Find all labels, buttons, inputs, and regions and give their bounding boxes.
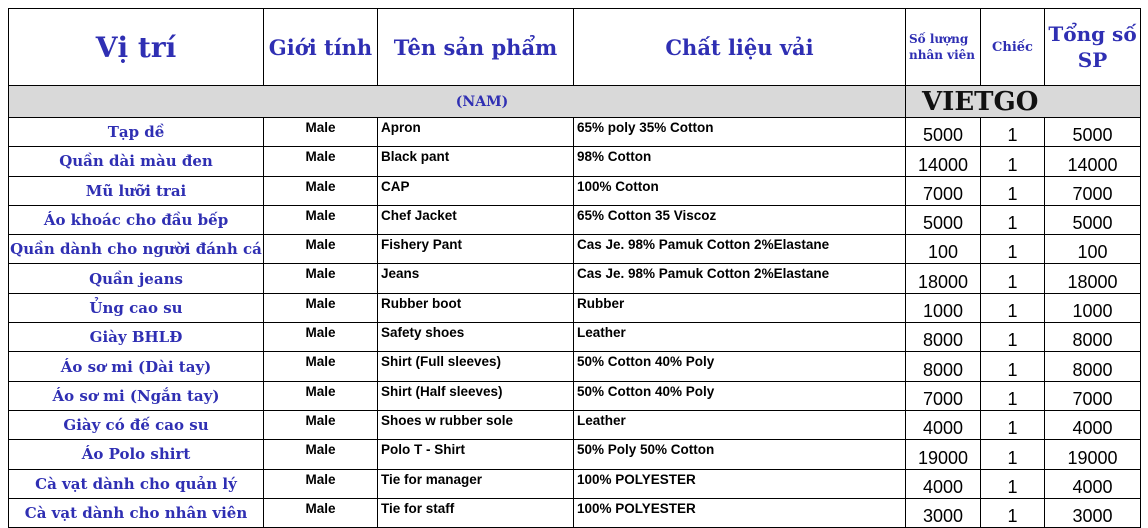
cell-so-luong: 19000 (906, 440, 981, 469)
cell-gioi-tinh: Male (264, 264, 378, 293)
cell-so-luong: 5000 (906, 118, 981, 147)
section-row (9, 86, 1141, 118)
section-label: (NAM) (9, 86, 906, 118)
cell-gioi-tinh: Male (264, 410, 378, 439)
product-table (8, 8, 1141, 528)
cell-ten-san-pham: Polo T - Shirt (378, 440, 574, 469)
header-gioi-tinh: Giới tính (264, 9, 378, 86)
cell-ten-san-pham: Tie for staff (378, 498, 574, 527)
cell-ten-san-pham: Shirt (Half sleeves) (378, 381, 574, 410)
table-row (9, 118, 1141, 147)
cell-vi-tri: Quần dành cho người đánh cá (9, 235, 264, 264)
cell-so-luong: 4000 (906, 410, 981, 439)
header-chiec: Chiếc (981, 9, 1045, 86)
table-row (9, 323, 1141, 352)
cell-tong-so: 8000 (1045, 323, 1141, 352)
table-row (9, 440, 1141, 469)
table-row (9, 352, 1141, 381)
cell-gioi-tinh: Male (264, 293, 378, 322)
cell-so-luong: 3000 (906, 498, 981, 527)
cell-tong-so: 100 (1045, 235, 1141, 264)
cell-chiec: 1 (981, 118, 1045, 147)
cell-tong-so: 4000 (1045, 410, 1141, 439)
cell-chiec: 1 (981, 469, 1045, 498)
table-row (9, 498, 1141, 527)
cell-vi-tri: Cà vạt dành cho nhân viên (9, 498, 264, 527)
cell-chat-lieu: 65% Cotton 35 Viscoz (574, 205, 906, 234)
cell-so-luong: 8000 (906, 352, 981, 381)
cell-chat-lieu: Leather (574, 323, 906, 352)
cell-chiec: 1 (981, 381, 1045, 410)
cell-chat-lieu: Cas Je. 98% Pamuk Cotton 2%Elastane (574, 264, 906, 293)
cell-vi-tri: Cà vạt dành cho quản lý (9, 469, 264, 498)
table-row (9, 235, 1141, 264)
cell-so-luong: 8000 (906, 323, 981, 352)
cell-ten-san-pham: Jeans (378, 264, 574, 293)
cell-gioi-tinh: Male (264, 440, 378, 469)
cell-chat-lieu: 50% Cotton 40% Poly (574, 352, 906, 381)
cell-gioi-tinh: Male (264, 469, 378, 498)
cell-gioi-tinh: Male (264, 352, 378, 381)
cell-so-luong: 14000 (906, 147, 981, 176)
cell-gioi-tinh: Male (264, 498, 378, 527)
cell-tong-so: 8000 (1045, 352, 1141, 381)
cell-vi-tri: Giày có đế cao su (9, 410, 264, 439)
cell-so-luong: 4000 (906, 469, 981, 498)
cell-vi-tri: Quần dài màu đen (9, 147, 264, 176)
header-ten-san-pham: Tên sản phẩm (378, 9, 574, 86)
cell-vi-tri: Mũ lưỡi trai (9, 176, 264, 205)
cell-gioi-tinh: Male (264, 147, 378, 176)
cell-chat-lieu: 50% Cotton 40% Poly (574, 381, 906, 410)
cell-chiec: 1 (981, 293, 1045, 322)
cell-tong-so: 14000 (1045, 147, 1141, 176)
header-so-luong: Số lượng nhân viên (906, 9, 981, 86)
table-row (9, 293, 1141, 322)
cell-chiec: 1 (981, 498, 1045, 527)
cell-tong-so: 1000 (1045, 293, 1141, 322)
table-row (9, 176, 1141, 205)
cell-so-luong: 18000 (906, 264, 981, 293)
cell-vi-tri: Giày BHLĐ (9, 323, 264, 352)
cell-chat-lieu: Rubber (574, 293, 906, 322)
cell-ten-san-pham: Chef Jacket (378, 205, 574, 234)
cell-ten-san-pham: Fishery Pant (378, 235, 574, 264)
cell-ten-san-pham: Rubber boot (378, 293, 574, 322)
cell-vi-tri: Áo sơ mi (Ngắn tay) (9, 381, 264, 410)
cell-tong-so: 7000 (1045, 176, 1141, 205)
table-row (9, 410, 1141, 439)
cell-ten-san-pham: Tie for manager (378, 469, 574, 498)
cell-chiec: 1 (981, 264, 1045, 293)
cell-chat-lieu: 98% Cotton (574, 147, 906, 176)
cell-chat-lieu: 100% POLYESTER (574, 469, 906, 498)
cell-ten-san-pham: Shirt (Full sleeves) (378, 352, 574, 381)
cell-chat-lieu: 50% Poly 50% Cotton (574, 440, 906, 469)
table-row (9, 147, 1141, 176)
header-tong-so: Tổng số SP (1045, 9, 1141, 86)
cell-chiec: 1 (981, 352, 1045, 381)
cell-vi-tri: Áo Polo shirt (9, 440, 264, 469)
cell-chat-lieu: 100% Cotton (574, 176, 906, 205)
cell-tong-so: 5000 (1045, 118, 1141, 147)
cell-chiec: 1 (981, 440, 1045, 469)
cell-ten-san-pham: Safety shoes (378, 323, 574, 352)
cell-so-luong: 1000 (906, 293, 981, 322)
cell-ten-san-pham: CAP (378, 176, 574, 205)
cell-chat-lieu: 65% poly 35% Cotton (574, 118, 906, 147)
cell-chat-lieu: Cas Je. 98% Pamuk Cotton 2%Elastane (574, 235, 906, 264)
cell-gioi-tinh: Male (264, 235, 378, 264)
header-vi-tri: Vị trí (9, 9, 264, 86)
cell-ten-san-pham: Apron (378, 118, 574, 147)
cell-ten-san-pham: Shoes w rubber sole (378, 410, 574, 439)
cell-vi-tri: Ủng cao su (9, 293, 264, 322)
cell-tong-so: 3000 (1045, 498, 1141, 527)
cell-tong-so: 19000 (1045, 440, 1141, 469)
cell-gioi-tinh: Male (264, 323, 378, 352)
cell-tong-so: 18000 (1045, 264, 1141, 293)
cell-ten-san-pham: Black pant (378, 147, 574, 176)
table-row (9, 381, 1141, 410)
cell-so-luong: 100 (906, 235, 981, 264)
cell-vi-tri: Áo sơ mi (Dài tay) (9, 352, 264, 381)
cell-so-luong: 7000 (906, 381, 981, 410)
cell-so-luong: 7000 (906, 176, 981, 205)
cell-vi-tri: Tạp dề (9, 118, 264, 147)
cell-tong-so: 5000 (1045, 205, 1141, 234)
table-row (9, 264, 1141, 293)
brand-label: VIETGO (906, 86, 1141, 118)
cell-chat-lieu: Leather (574, 410, 906, 439)
cell-chiec: 1 (981, 176, 1045, 205)
cell-vi-tri: Quần jeans (9, 264, 264, 293)
cell-gioi-tinh: Male (264, 118, 378, 147)
cell-chiec: 1 (981, 323, 1045, 352)
cell-chiec: 1 (981, 205, 1045, 234)
cell-chiec: 1 (981, 235, 1045, 264)
cell-tong-so: 7000 (1045, 381, 1141, 410)
cell-so-luong: 5000 (906, 205, 981, 234)
table-row (9, 205, 1141, 234)
header-row (9, 9, 1141, 86)
cell-gioi-tinh: Male (264, 381, 378, 410)
cell-gioi-tinh: Male (264, 176, 378, 205)
cell-gioi-tinh: Male (264, 205, 378, 234)
table-row (9, 469, 1141, 498)
cell-chiec: 1 (981, 147, 1045, 176)
cell-tong-so: 4000 (1045, 469, 1141, 498)
cell-chiec: 1 (981, 410, 1045, 439)
cell-chat-lieu: 100% POLYESTER (574, 498, 906, 527)
header-chat-lieu: Chất liệu vải (574, 9, 906, 86)
cell-vi-tri: Áo khoác cho đầu bếp (9, 205, 264, 234)
